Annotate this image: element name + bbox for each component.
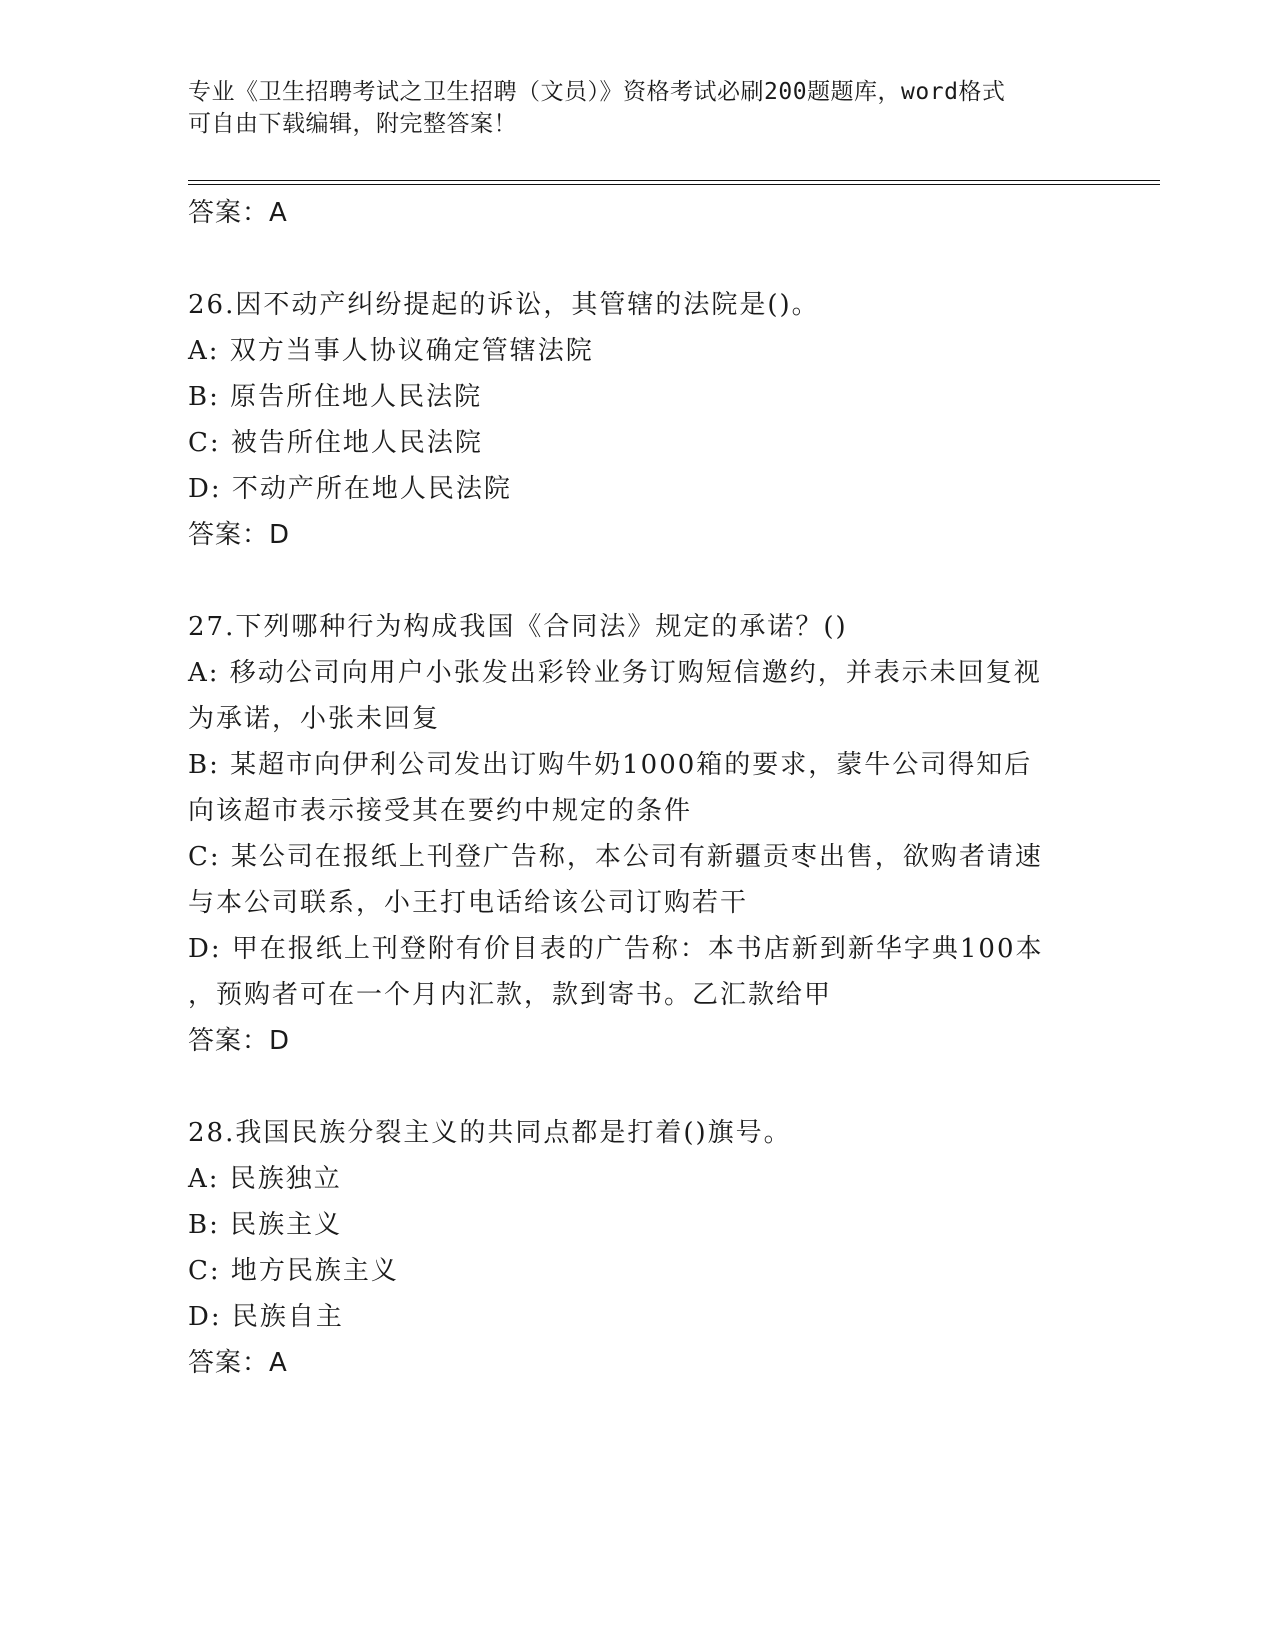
document-body [188, 190, 1088, 1386]
option-d: D: 不动产所在地人民法院 [188, 474, 512, 504]
question-text: 26.因不动产纠纷提起的诉讼，其管辖的法院是()。 [188, 290, 820, 320]
header-line-2: 可自由下载编辑，附完整答案！ [188, 111, 517, 137]
question-block [188, 1110, 1088, 1386]
answer: 答案：D [188, 1026, 291, 1056]
question-text: 27.下列哪种行为构成我国《合同法》规定的承诺？() [188, 612, 848, 642]
spacer [188, 1064, 1088, 1110]
header-divider-top [188, 180, 1160, 181]
question-block [188, 604, 1088, 1064]
question-text: 28.我国民族分裂主义的共同点都是打着()旗号。 [188, 1118, 792, 1148]
option-a-line-1: A: 移动公司向用户小张发出彩铃业务订购短信邀约，并表示未回复视 [188, 658, 1042, 688]
header-divider-bottom [188, 184, 1160, 185]
option-b: B: 民族主义 [188, 1210, 343, 1240]
option-a: A: 民族独立 [188, 1164, 342, 1194]
option-c: C: 地方民族主义 [188, 1256, 399, 1286]
option-d-line-1: D: 甲在报纸上刊登附有价目表的广告称：本书店新到新华字典100本 [188, 934, 1044, 964]
option-c-line-2: 与本公司联系，小王打电话给该公司订购若干 [188, 888, 749, 918]
answer: 答案：A [188, 1348, 288, 1378]
question-block [188, 282, 1088, 558]
answer: 答案：D [188, 520, 291, 550]
option-d-line-2: ，预购者可在一个月内汇款，款到寄书。乙汇款给甲 [188, 980, 833, 1010]
option-a: A: 双方当事人协议确定管辖法院 [188, 336, 594, 366]
option-a-line-2: 为承诺，小张未回复 [188, 704, 441, 734]
spacer [188, 558, 1088, 604]
answer-previous: 答案：A [188, 198, 288, 228]
document-header [188, 76, 1088, 140]
option-c: C: 被告所住地人民法院 [188, 428, 483, 458]
option-b-line-1: B: 某超市向伊利公司发出订购牛奶1000箱的要求，蒙牛公司得知后 [188, 750, 1033, 780]
option-c-line-1: C: 某公司在报纸上刊登广告称，本公司有新疆贡枣出售，欲购者请速 [188, 842, 1043, 872]
spacer [188, 236, 1088, 282]
header-line-1: 专业《卫生招聘考试之卫生招聘（文员）》资格考试必刷200题题库，word格式 [188, 79, 1006, 105]
option-d: D: 民族自主 [188, 1302, 344, 1332]
option-b: B: 原告所住地人民法院 [188, 382, 483, 412]
option-b-line-2: 向该超市表示接受其在要约中规定的条件 [188, 796, 693, 826]
